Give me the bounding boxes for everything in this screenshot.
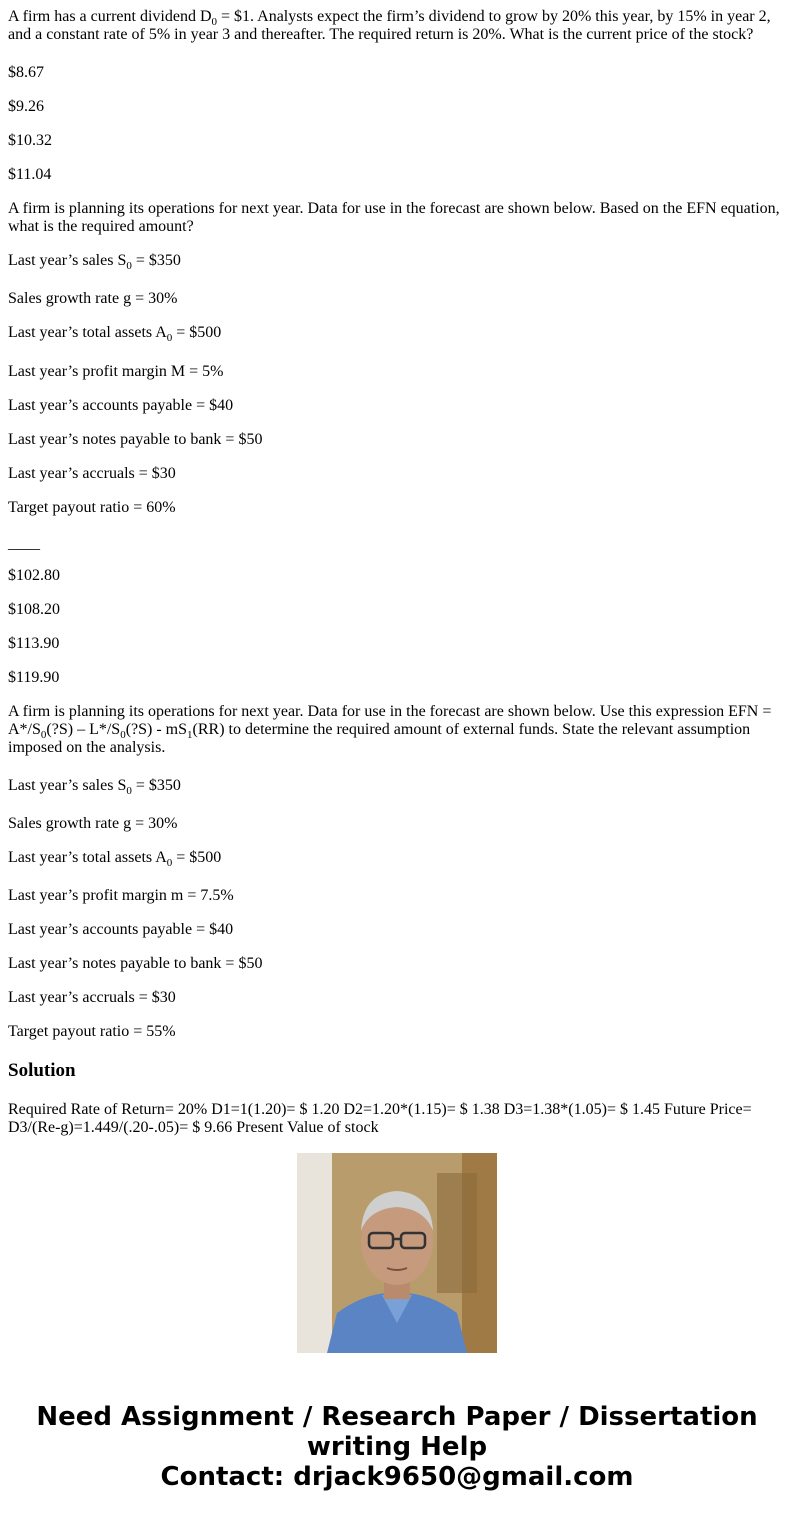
question-2-notes: Last year’s notes payable to bank = $50 xyxy=(8,431,263,448)
answer-blank: ____ xyxy=(8,535,40,552)
question-2-option: $119.90 xyxy=(8,669,60,686)
question-2-option: $113.90 xyxy=(8,635,60,652)
question-2-margin: Last year’s profit margin M = 5% xyxy=(8,363,224,380)
question-2-text: A firm is planning its operations for next year. Data for use in the forecast are shown below. Based on the EFN equation, what is the required amount? xyxy=(8,200,780,235)
question-2-option: $108.20 xyxy=(8,601,60,618)
question-3-text: A firm is planning its operations for next year. Data for use in the forecast are shown below. Use this expression EFN = $A*/S_0(?S)$ – $L*/S_0(?S) - mS_1(RR)$ to determine the required amount of external funds. State the relevant assumption imposed on the analysis. xyxy=(8,703,772,756)
question-2-accruals: Last year’s accruals = $30 xyxy=(8,465,176,482)
question-1-option: $8.67 xyxy=(8,64,44,81)
promo-banner xyxy=(0,1402,794,1492)
promo-contact: Contact: drjack9650@gmail.com xyxy=(160,1462,634,1492)
question-2-payable: Last year’s accounts payable = $40 xyxy=(8,397,234,414)
question-2-assets: Last year’s total assets $A_0$ = $500 xyxy=(8,324,222,345)
solution-heading: Solution xyxy=(8,1060,76,1081)
question-2-growth: Sales growth rate g = 30% xyxy=(8,290,178,307)
tutor-avatar xyxy=(297,1153,497,1353)
question-3-growth: Sales growth rate g = 30% xyxy=(8,815,178,832)
question-3-notes: Last year’s notes payable to bank = $50 xyxy=(8,955,263,972)
solution-text: Required Rate of Return= 20% D1=1(1.20)= $ 1.20 D2=1.20*(1.15)= $ 1.38 D3=1.38*(1.05)= $ 1.45 Future Price= D3/(Re-g)=1.449/(.20-.05)= $ 9.66 Present Value of stock xyxy=(8,1101,752,1136)
question-3-payable: Last year’s accounts payable = $40 xyxy=(8,921,234,938)
question-3-assets: Last year’s total assets $A_0$ = $500 xyxy=(8,849,222,870)
question-3-payout: Target payout ratio = 55% xyxy=(8,1023,176,1040)
question-2-payout: Target payout ratio = 60% xyxy=(8,499,176,516)
question-2-option: $102.80 xyxy=(8,567,60,584)
question-3-margin: Last year’s profit margin m = 7.5% xyxy=(8,887,234,904)
tutor-photo-icon xyxy=(297,1153,497,1353)
question-1-option: $10.32 xyxy=(8,132,52,149)
promo-line-1: Need Assignment / Research Paper / Dissertation xyxy=(36,1402,758,1432)
question-3-sales: Last year’s sales $S_0$ = $350 xyxy=(8,777,181,798)
question-1-text: A firm has a current dividend $D_0$ = $1. Analysts expect the firm’s dividend to grow by 20% this year, by 15% in year 2, and a constant rate of 5% in year 3 and thereafter. The required return is 20%. What is the current price of the stock? xyxy=(8,8,771,43)
question-2-sales: Last year’s sales $S_0$ = $350 xyxy=(8,252,181,273)
question-1-option: $9.26 xyxy=(8,98,44,115)
question-1-option: $11.04 xyxy=(8,166,52,183)
promo-line-2: writing Help xyxy=(306,1432,488,1462)
question-3-accruals: Last year’s accruals = $30 xyxy=(8,989,176,1006)
